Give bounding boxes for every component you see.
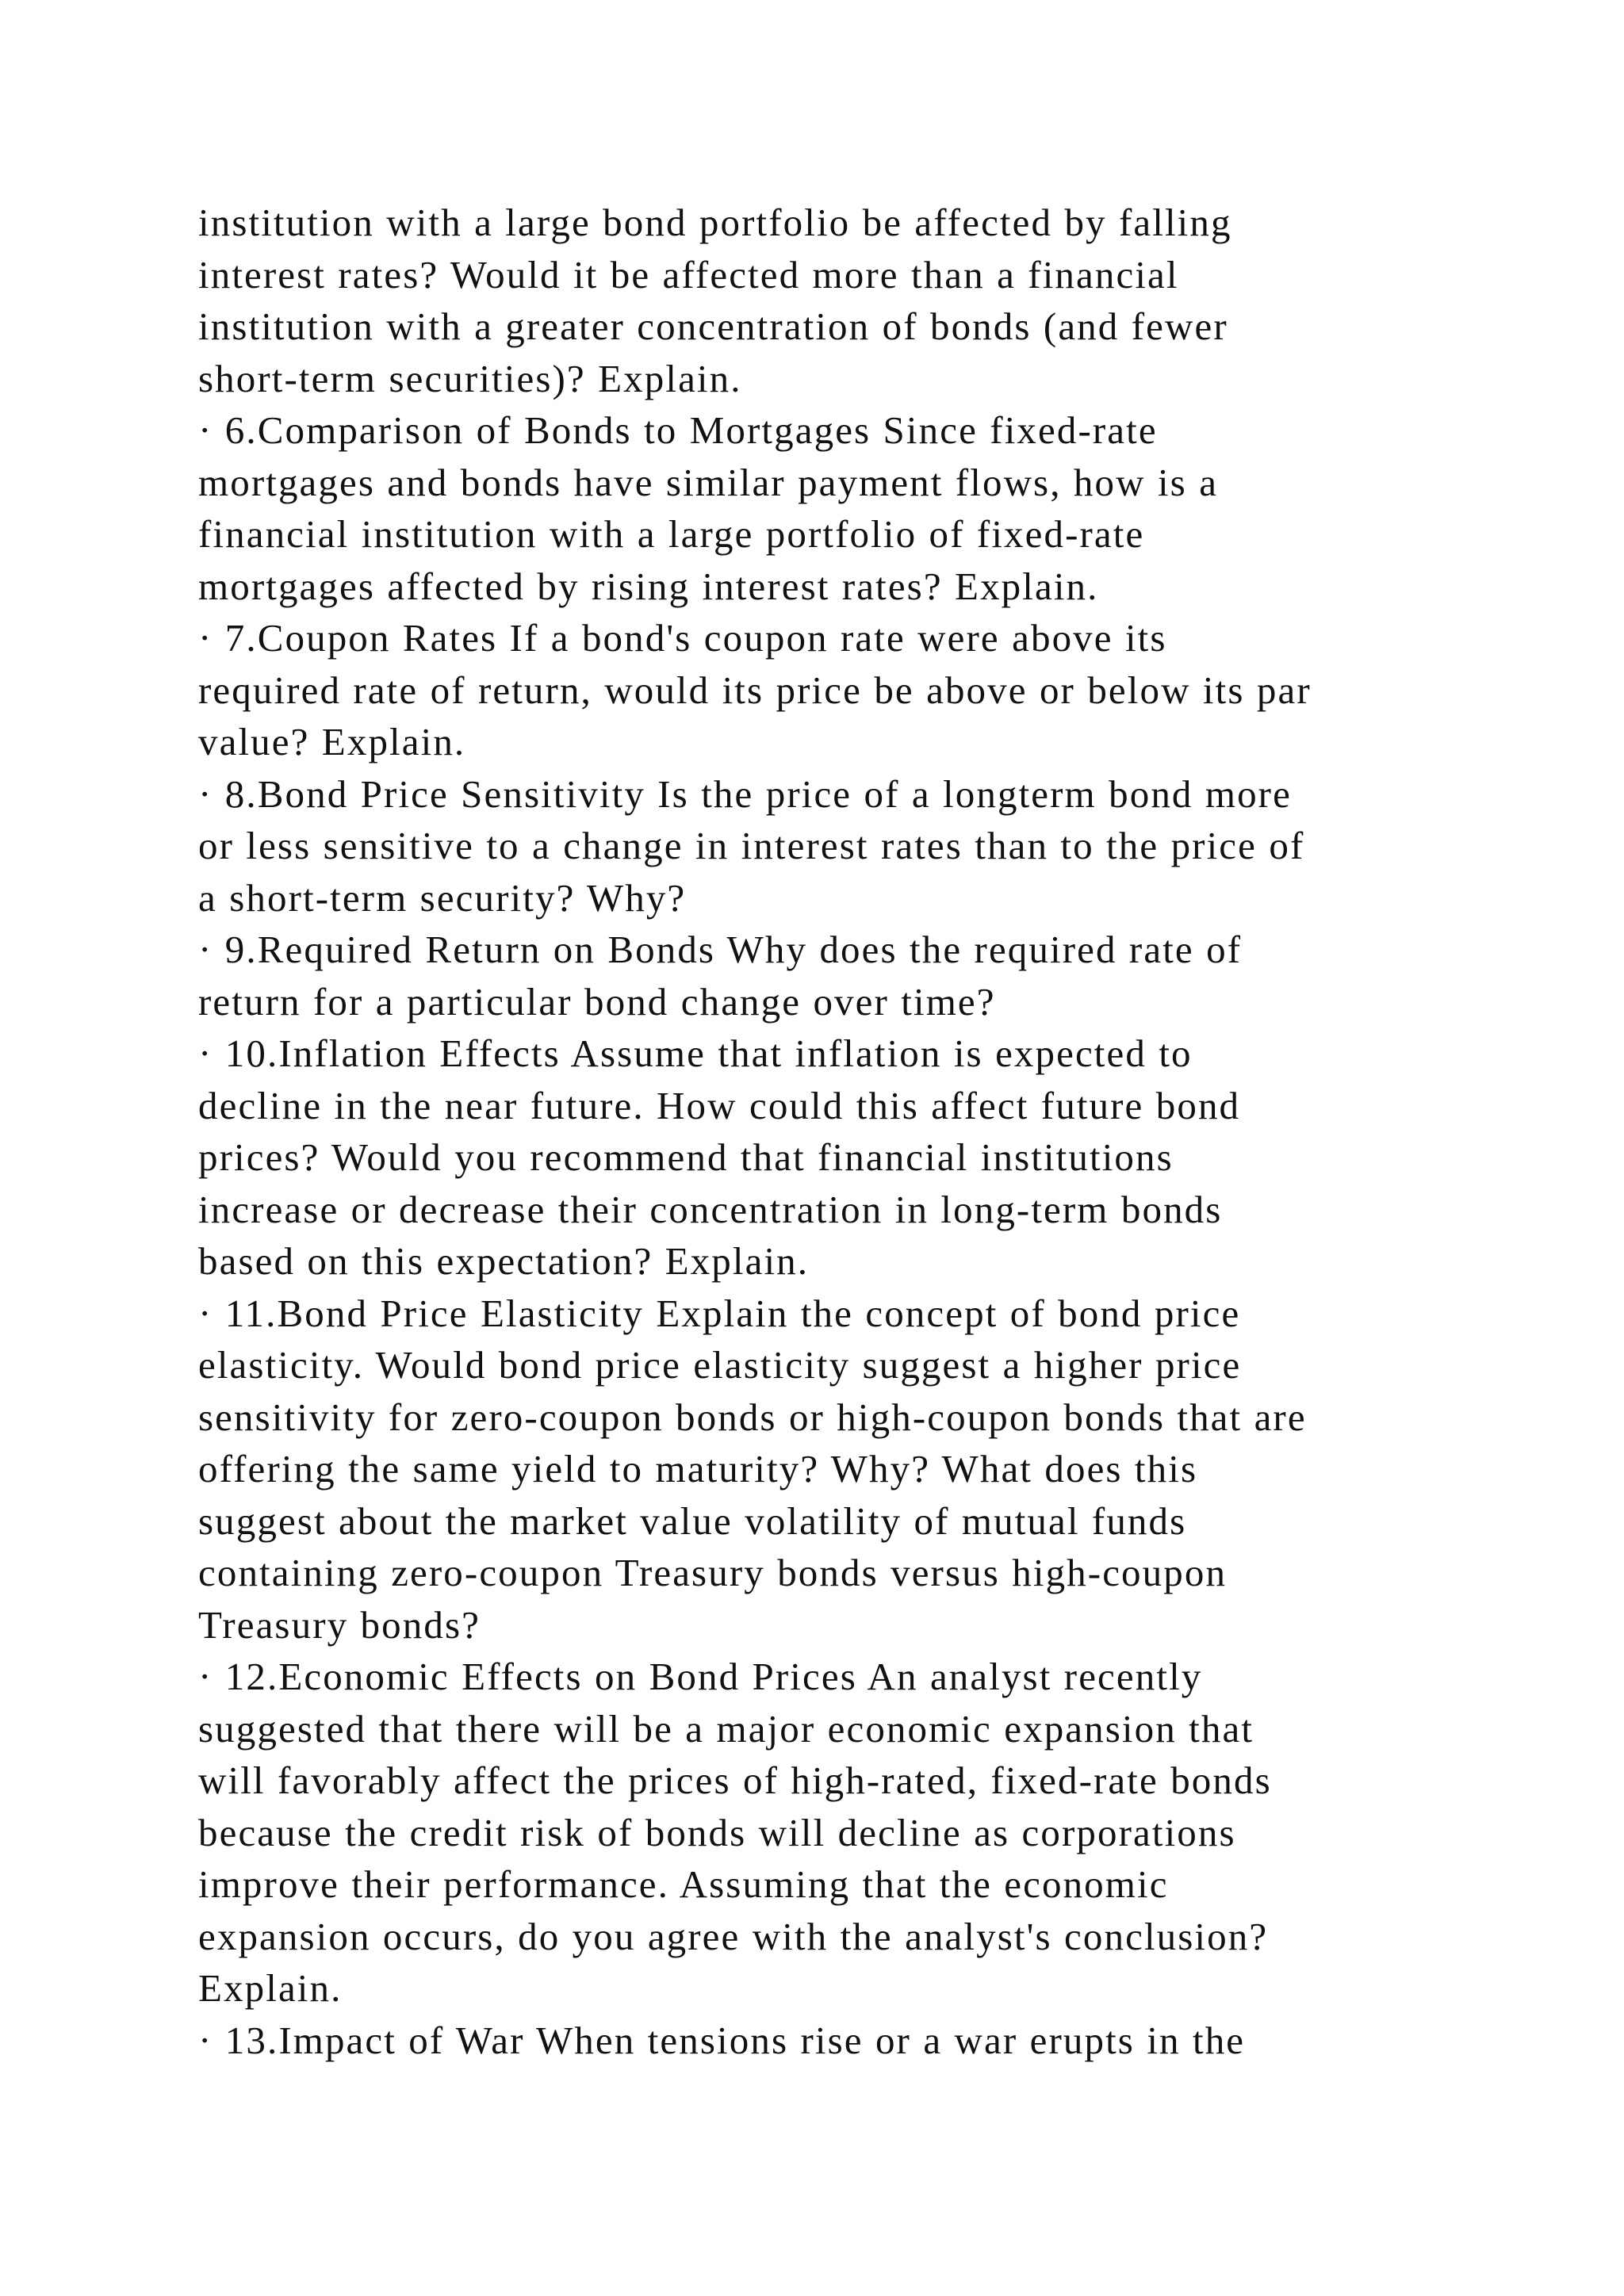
text-line: containing zero-coupon Treasury bonds versus high-coupon (198, 1551, 1228, 1594)
question-12-line: · 12.Economic Effects on Bond Prices An analyst recently (198, 1655, 1203, 1698)
text-line: mortgages and bonds have similar payment flows, how is a (198, 460, 1219, 504)
question-7-line: · 7.Coupon Rates If a bond's coupon rate were above its (198, 616, 1167, 660)
text-line: increase or decrease their concentration in long-term bonds (198, 1187, 1223, 1231)
text-line: financial institution with a large portfolio of fixed-rate (198, 512, 1145, 556)
text-line: expansion occurs, do you agree with the analyst's conclusion? (198, 1914, 1269, 1958)
text-line: Explain. (198, 1966, 343, 2010)
text-line: decline in the near future. How could this affect future bond (198, 1083, 1241, 1127)
text-line: suggested that there will be a major economic expansion that (198, 1706, 1254, 1751)
text-line: a short-term security? Why? (198, 875, 687, 920)
text-line: improve their performance. Assuming that the economic (198, 1862, 1169, 1906)
text-line: required rate of return, would its price be above or below its par (198, 668, 1312, 712)
text-line: return for a particular bond change over time? (198, 979, 996, 1024)
text-line: will favorably affect the prices of high-rated, fixed-rate bonds (198, 1758, 1272, 1802)
text-line: offering the same yield to maturity? Why? What does this (198, 1447, 1198, 1490)
text-line: mortgages affected by rising interest rates? Explain. (198, 564, 1099, 608)
text-line: interest rates? Would it be affected more than a financial (198, 252, 1179, 297)
text-line: prices? Would you recommend that financial institutions (198, 1135, 1174, 1179)
document-body-text (198, 197, 1467, 2066)
text-line: based on this expectation? Explain. (198, 1239, 810, 1283)
question-9-line: · 9.Required Return on Bonds Why does the required rate of (198, 928, 1243, 971)
text-line: institution with a greater concentration of bonds (and fewer (198, 304, 1228, 348)
text-line: short-term securities)? Explain. (198, 356, 742, 400)
text-line: because the credit risk of bonds will decline as corporations (198, 1810, 1236, 1854)
text-line: Treasury bonds? (198, 1602, 481, 1647)
text-line: sensitivity for zero-coupon bonds or high-coupon bonds that are (198, 1395, 1307, 1439)
text-line: suggest about the market value volatility of mutual funds (198, 1498, 1187, 1543)
text-line: elasticity. Would bond price elasticity suggest a higher price (198, 1343, 1242, 1387)
text-line: institution with a large bond portfolio be affected by falling (198, 201, 1232, 244)
text-line: or less sensitive to a change in interest rates than to the price of (198, 824, 1305, 867)
question-6-line: · 6.Comparison of Bonds to Mortgages Since fixed-rate (198, 408, 1158, 452)
question-8-line: · 8.Bond Price Sensitivity Is the price of a longterm bond more (198, 771, 1292, 816)
question-11-line: · 11.Bond Price Elasticity Explain the concept of bond price (198, 1291, 1241, 1335)
question-13-line: · 13.Impact of War When tensions rise or a war erupts in the (198, 2018, 1246, 2062)
text-line: value? Explain. (198, 720, 466, 763)
question-10-line: · 10.Inflation Effects Assume that inflation is expected to (198, 1031, 1193, 1075)
